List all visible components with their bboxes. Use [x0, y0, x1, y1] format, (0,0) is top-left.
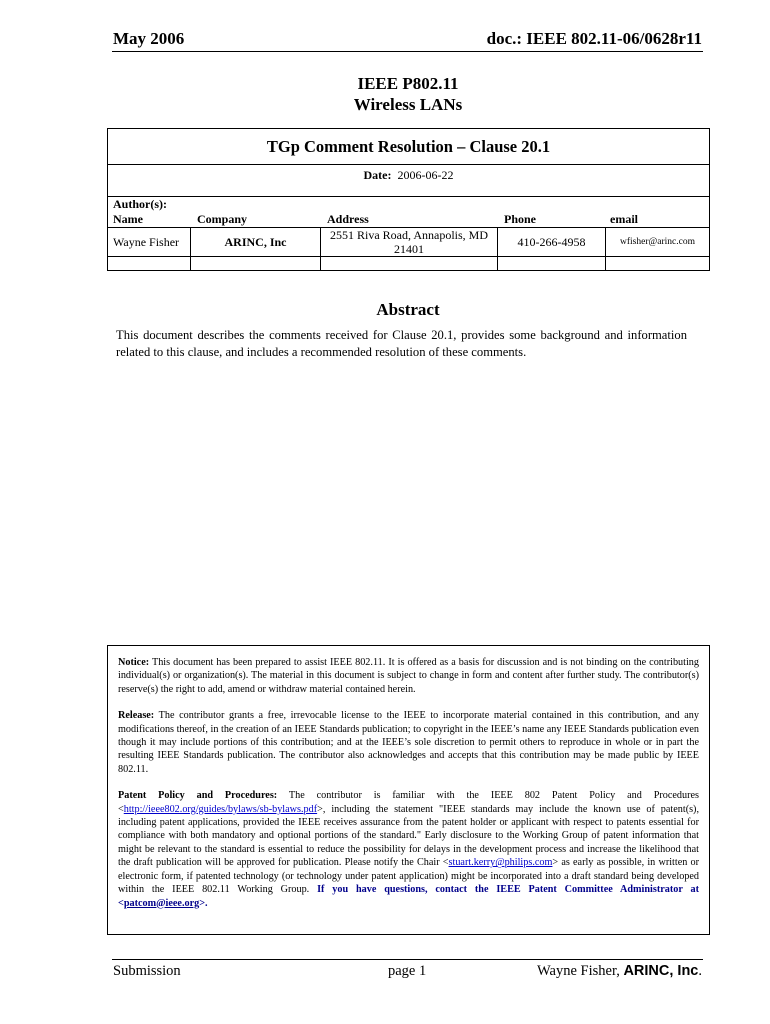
patent-contact-bold: If you have questions, contact the IEEE Patent Committee Administrator at < [118, 884, 699, 909]
date-value: 2006-06-22 [397, 168, 454, 182]
title-line1: IEEE P802.11 [357, 74, 459, 93]
col-phone: Phone [504, 212, 537, 226]
notice-box [107, 645, 710, 935]
header-date: May 2006 [113, 29, 185, 48]
col-address: Address [327, 212, 369, 226]
authors-label: Author(s): [113, 197, 167, 211]
notice-paragraph [118, 656, 699, 696]
header-doc-id: doc.: IEEE 802.11-06/0628r11 [486, 29, 702, 48]
footer-submission: Submission [113, 963, 181, 979]
col-name: Name [113, 212, 143, 226]
footer-org: ARINC, Inc [623, 963, 699, 979]
footer-author [537, 963, 702, 980]
chair-email-link[interactable]: stuart.kerry@philips.com [448, 857, 553, 869]
author-table [107, 128, 710, 271]
release-text: The contributor grants a free, irrevocable license to the IEEE to incorporate material contained in this contribution, and any modifications thereof, in the creation of an IEEE Standards publication; to copyright in the IEEE’s name any IEEE Standards publication even though it may include portions of this contribution; and at the IEEE’s sole discretion to permit others to reproduce in whole or in part the resulting IEEE Standards publication. The contributor also acknowledges and accepts that this contribution may be made public by IEEE 802.11. [118, 710, 699, 775]
patent-paragraph [118, 789, 699, 910]
col-company: Company [197, 212, 248, 226]
authors-header-row [108, 197, 710, 228]
table-row-empty [108, 257, 710, 271]
page-title [0, 73, 770, 115]
footer-period: . [698, 963, 702, 979]
author-name: Wayne Fisher [108, 228, 191, 257]
author-address: 2551 Riva Road, Annapolis, MD 21401 [321, 228, 498, 257]
footer-page-number: page 1 [388, 963, 427, 979]
footer-author-name: Wayne Fisher, [537, 963, 624, 979]
release-label: Release: [118, 710, 155, 722]
title-line2: Wireless LANs [353, 95, 463, 114]
table-row [108, 228, 710, 257]
author-company: ARINC, Inc [191, 228, 321, 257]
date-label: Date: [363, 168, 392, 182]
col-email: email [610, 212, 638, 226]
author-phone: 410-266-4958 [498, 228, 606, 257]
patent-contact-end: >. [199, 897, 208, 909]
abstract-text: This document describes the comments received for Clause 20.1, provides some background and information related to this clause, and includes a recommended resolution of these comments. [116, 328, 687, 359]
doc-title: TGp Comment Resolution – Clause 20.1 [108, 129, 710, 165]
patent-text-1: The contributor is familiar with the IEEE 802 Patent Policy and Procedures < [118, 790, 699, 815]
patcom-email-link[interactable]: patcom@ieee.org [123, 897, 200, 909]
header-rule [112, 51, 703, 52]
notice-label: Notice: [118, 657, 150, 668]
bylaws-link[interactable]: http://ieee802.org/guides/bylaws/sb-bylaws.pdf [123, 803, 318, 815]
footer-rule [112, 959, 703, 960]
notice-text: This document has been prepared to assist IEEE 802.11. It is offered as a basis for discussion and is not binding on the contributing individual(s) or organization(s). The material in this document is subject to change in form and content after further study. The contributor(s) reserve(s) the right to add, amend or withdraw material contained herein. [118, 657, 699, 695]
date-row [108, 165, 710, 197]
patent-text-3: > as early as possible, in written or electronic form, if patented technology (or technology under patent application) might be incorporated into a draft standard being developed within the IEEE 802.11 Working Group. [118, 857, 699, 896]
patent-label: Patent Policy and Procedures: [118, 790, 278, 802]
author-email: wfisher@arinc.com [606, 228, 710, 257]
patent-text-2: >, including the statement "IEEE standards may include the known use of patent(s), including patent applications, provided the IEEE receives assurance from the patent holder or applicant with respect to patents essential for compliance with both mandatory and optional portions of the standard." Early disclosure to the Working Group of patent information that might be relevant to the standard is essential to reduce the possibility for delays in the development process and increase the likelihood that the draft publication will be approved for publication. Please notify the Chair < [118, 803, 699, 869]
abstract-heading: Abstract [376, 300, 440, 319]
release-paragraph [118, 709, 699, 776]
